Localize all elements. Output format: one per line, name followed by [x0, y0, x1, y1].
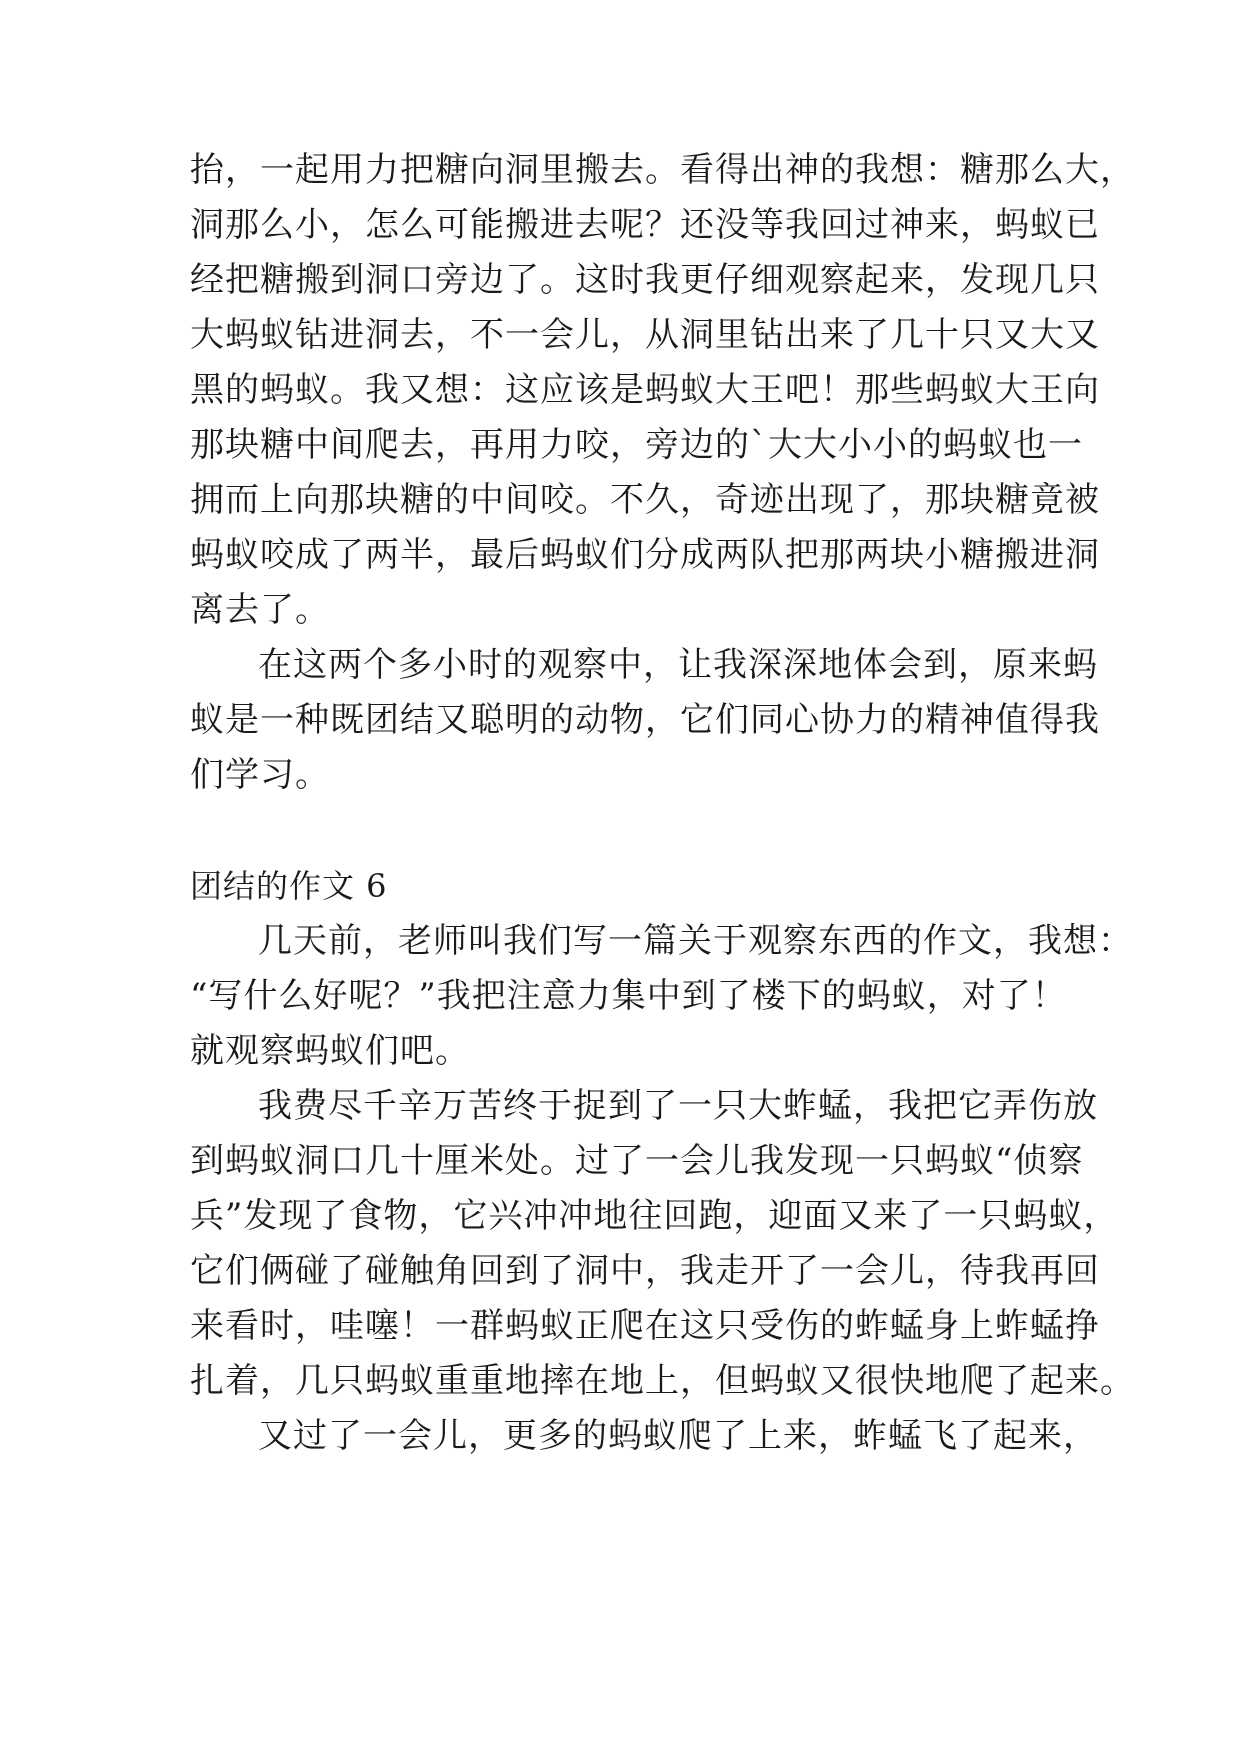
paragraph-line: 几天前，老师叫我们写一篇关于观察东西的作文，我想：: [258, 921, 1133, 961]
paragraph-line: 在这两个多小时的观察中，让我深深地体会到，原来蚂: [258, 645, 1098, 685]
paragraph-line: 兵”发现了食物，它兴冲冲地往回跑，迎面又来了一只蚂蚁，: [190, 1196, 1119, 1236]
paragraph-line: “写什么好呢？”我把注意力集中到了楼下的蚂蚁，对了！: [190, 976, 1067, 1016]
paragraph-line: 扎着，几只蚂蚁重重地摔在地上，但蚂蚁又很快地爬了起来。: [190, 1361, 1135, 1401]
paragraph-line: 经把糖搬到洞口旁边了。这时我更仔细观察起来，发现几只: [190, 260, 1100, 300]
paragraph-line: 就观察蚂蚁们吧。: [190, 1031, 470, 1071]
paragraph-line: 离去了。: [190, 590, 330, 630]
paragraph-line: 蚂蚁咬成了两半，最后蚂蚁们分成两队把那两块小糖搬进洞: [190, 535, 1100, 575]
paragraph-line: 黑的蚂蚁。我又想：这应该是蚂蚁大王吧！那些蚂蚁大王向: [190, 370, 1100, 410]
paragraph-line: 又过了一会儿，更多的蚂蚁爬了上来，蚱蜢飞了起来，: [258, 1416, 1098, 1456]
paragraph-line: 我费尽千辛万苦终于捉到了一只大蚱蜢，我把它弄伤放: [258, 1086, 1098, 1126]
paragraph-line: 到蚂蚁洞口几十厘米处。过了一会儿我发现一只蚂蚁“侦察: [190, 1141, 1084, 1181]
paragraph-line: 来看时，哇噻！一群蚂蚁正爬在这只受伤的蚱蜢身上蚱蜢挣: [190, 1306, 1100, 1346]
paragraph-line: 洞那么小，怎么可能搬进去呢？还没等我回过神来，蚂蚁已: [190, 205, 1100, 245]
paragraph-line: 拥而上向那块糖的中间咬。不久，奇迹出现了，那块糖竟被: [190, 480, 1100, 520]
paragraph-line: 那块糖中间爬去，再用力咬，旁边的`大大小小的蚂蚁也一: [190, 425, 1083, 465]
section-title: 团结的作文 6: [190, 867, 388, 905]
paragraph-line: 它们俩碰了碰触角回到了洞中，我走开了一会儿，待我再回: [190, 1251, 1100, 1291]
paragraph-line: 抬，一起用力把糖向洞里搬去。看得出神的我想：糖那么大，: [190, 150, 1135, 190]
paragraph-line: 蚁是一种既团结又聪明的动物，它们同心协力的精神值得我: [190, 700, 1100, 740]
paragraph-line: 们学习。: [190, 755, 330, 795]
paragraph-line: 大蚂蚁钻进洞去，不一会儿，从洞里钻出来了几十只又大又: [190, 315, 1100, 355]
